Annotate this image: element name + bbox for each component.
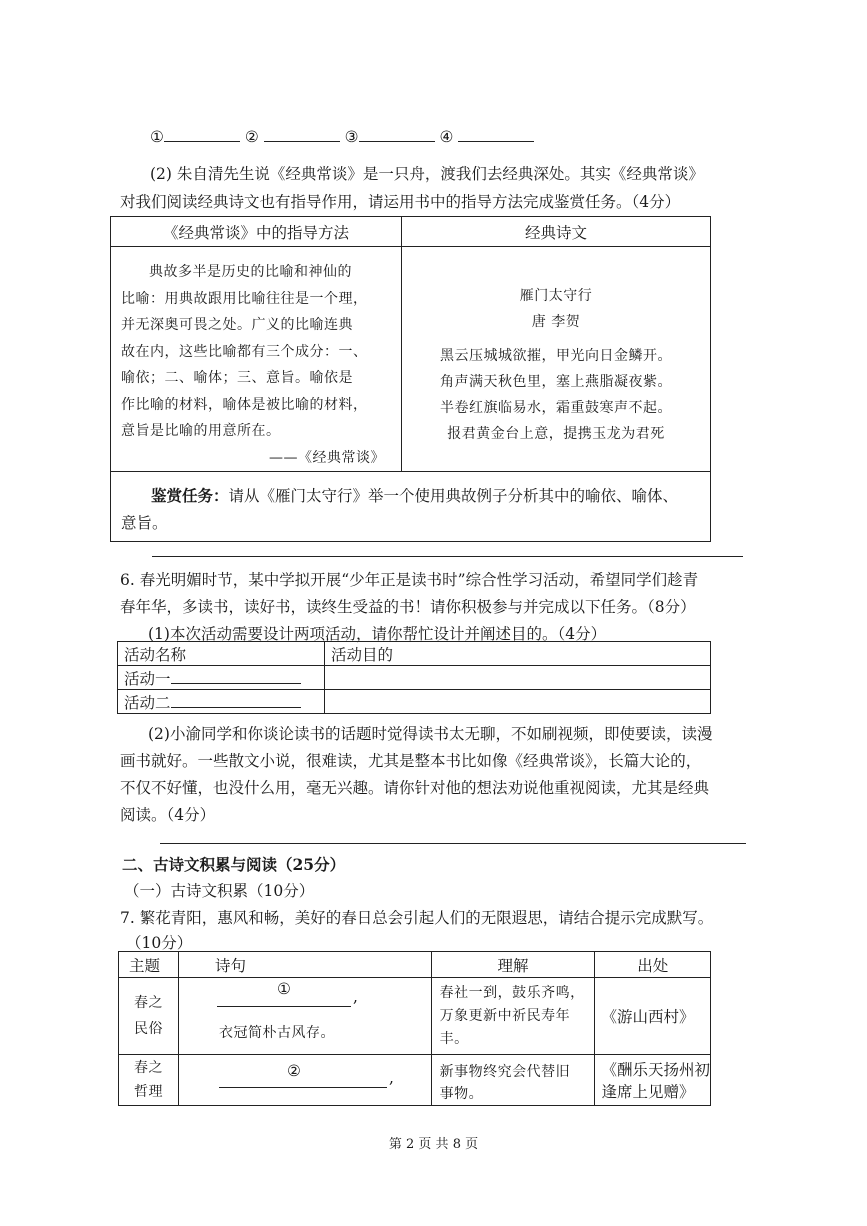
activity-1-purpose[interactable] — [325, 666, 711, 690]
understand-line: 新事物终究会代替旧 — [439, 1064, 571, 1080]
understand-line: 事物。 — [439, 1086, 484, 1102]
recite-head-understand: 理解 — [431, 952, 595, 978]
task-line2: 意旨。 — [121, 514, 168, 532]
recite-row2-source — [595, 1055, 711, 1106]
blank-marker-2: ② — [244, 128, 259, 146]
understand-line: 春社一到，鼓乐齐鸣， — [439, 985, 585, 1001]
activity-row-1 — [118, 666, 325, 690]
method-cell — [111, 247, 402, 472]
comma: , — [388, 1069, 394, 1087]
recite-row1-theme — [119, 978, 179, 1055]
source-line: 逢席上见赠》 — [601, 1083, 695, 1101]
source-line: 《酬乐天扬州初 — [601, 1061, 710, 1079]
activity-col-purpose: 活动目的 — [325, 642, 711, 666]
task-label: 鉴赏任务： — [151, 486, 229, 505]
recite-head-poem: 诗句 — [178, 952, 431, 978]
poem-line: 黑云压城城欲摧，甲光向日金鳞开。 — [440, 348, 672, 364]
answer-line-q2[interactable] — [152, 556, 743, 557]
page-footer: 第 2 页 共 8 页 — [388, 1137, 479, 1152]
theme-text: 哲理 — [133, 1084, 163, 1100]
activity-2-purpose[interactable] — [325, 690, 711, 714]
blank-2[interactable] — [264, 127, 340, 142]
q2-table-header-left: 《经典常谈》中的指导方法 — [111, 217, 402, 247]
blank-1[interactable] — [164, 127, 240, 142]
activity-row-2 — [118, 690, 325, 714]
understand-line: 万象更新中祈民寿年 — [439, 1008, 571, 1024]
activity-1-label: 活动一 — [124, 669, 171, 688]
activity-1-blank[interactable] — [171, 670, 301, 684]
q6-sub2-line: (2)小渝同学和你谈论读书的话题时觉得读书太无聊，不如刷视频，即使要读，读漫 — [148, 725, 713, 743]
answer-line-q6[interactable] — [160, 843, 746, 844]
task-line1: 请从《雁门太守行》举一个使用典故例子分析其中的喻依、喻体、 — [228, 487, 679, 505]
blanks-row — [150, 127, 534, 146]
q7-line1: 7. 繁花青阳，惠风和畅，美好的春日总会引起人们的无限遐思，请结合提示完成默写。 — [120, 909, 714, 927]
method-line: 作比喻的材料，喻体是被比喻的材料， — [121, 396, 368, 413]
method-line: 意旨是比喻的用意所在。 — [121, 423, 281, 439]
recite-blank-2[interactable] — [219, 1073, 387, 1088]
comma: , — [352, 988, 358, 1006]
activity-2-label: 活动二 — [124, 693, 171, 712]
poem-line: 半卷红旗临易水，霜重鼓寒声不起。 — [440, 400, 672, 416]
blank-3[interactable] — [359, 127, 435, 142]
theme-text: 春之 — [133, 1060, 163, 1076]
section2-title: 二、古诗文积累与阅读（25分） — [122, 855, 346, 874]
activity-table — [117, 641, 711, 714]
poem-title: 雁门太守行 — [519, 288, 593, 304]
q6-line2: 春年华，多读书，读好书，读终生受益的书！请你积极参与并完成以下任务。（8分） — [120, 598, 696, 616]
recite-row1-poem2: 衣冠简朴古风存。 — [218, 1025, 335, 1041]
method-line: 并无深奥可畏之处。广义的比喻连典 — [121, 317, 353, 333]
activity-col-name: 活动名称 — [118, 642, 325, 666]
q6-sub2-line: 画书就好。一些散文小说，很难读，尤其是整本书比如像《经典常谈》，长篇大论的， — [120, 752, 702, 770]
recite-row1-source: 《游山西村》 — [595, 978, 711, 1055]
poem-line: 报君黄金台上意，提携玉龙为君死 — [447, 426, 665, 442]
q2-line2: 对我们阅读经典诗文也有指导作用，请运用书中的指导方法完成鉴赏任务。（4分） — [120, 193, 681, 211]
method-source: ——《经典常谈》 — [269, 449, 385, 466]
q6-sub2-line: 不仅不好懂，也没什么用，毫无兴趣。请你针对他的想法劝说他重视阅读，尤其是经典 — [120, 779, 710, 797]
poem-line: 角声满天秋色里，塞上燕脂凝夜紫。 — [440, 374, 672, 390]
method-line: 比喻：用典故跟用比喻往往是一个理， — [121, 290, 368, 307]
q6-sub2-line: 阅读。（4分） — [120, 806, 216, 824]
q2-line1: (2) 朱自清先生说《经典常谈》是一只舟，渡我们去经典深处。其实《经典常谈》 — [150, 165, 704, 183]
recite-table — [118, 951, 711, 1106]
q2-table — [110, 216, 711, 542]
q7-line2: （10分） — [126, 934, 193, 952]
recite-mark-2: ② — [286, 1062, 301, 1080]
recite-head-theme: 主题 — [119, 952, 179, 978]
recite-row1-poem — [178, 978, 431, 1055]
recite-head-source: 出处 — [595, 952, 711, 978]
recite-row1-understand — [431, 978, 595, 1055]
method-line: 喻依；二、喻体；三、意旨。喻依是 — [121, 370, 353, 386]
recite-row2-poem — [178, 1055, 431, 1106]
theme-text: 春之 — [133, 995, 163, 1011]
poem-author: 唐 李贺 — [531, 314, 581, 330]
recite-row2-understand — [431, 1055, 595, 1106]
blank-marker-4: ④ — [439, 128, 454, 146]
blank-marker-1: ① — [150, 128, 164, 146]
understand-line: 丰。 — [439, 1031, 469, 1047]
recite-row2-theme — [119, 1055, 179, 1106]
activity-2-blank[interactable] — [171, 694, 301, 708]
q6-sub1: (1)本次活动需要设计两项活动，请你帮忙设计并阐述目的。（4分） — [148, 625, 607, 643]
poem-cell — [402, 247, 711, 472]
method-line: 故在内，这些比喻都有三个成分：一、 — [121, 343, 368, 360]
blank-marker-3: ③ — [344, 128, 359, 146]
q2-table-header-right: 经典诗文 — [402, 217, 711, 247]
task-cell — [111, 472, 711, 542]
method-line: 典故多半是历史的比喻和神仙的 — [149, 264, 352, 280]
q6-line1: 6. 春光明媚时节，某中学拟开展“少年正是读书时”综合性学习活动，希望同学们趁青 — [120, 571, 699, 589]
section2-sub: （一）古诗文积累（10分） — [124, 882, 315, 900]
recite-mark-1: ① — [276, 980, 291, 998]
blank-4[interactable] — [458, 127, 534, 142]
theme-text: 民俗 — [133, 1021, 163, 1037]
